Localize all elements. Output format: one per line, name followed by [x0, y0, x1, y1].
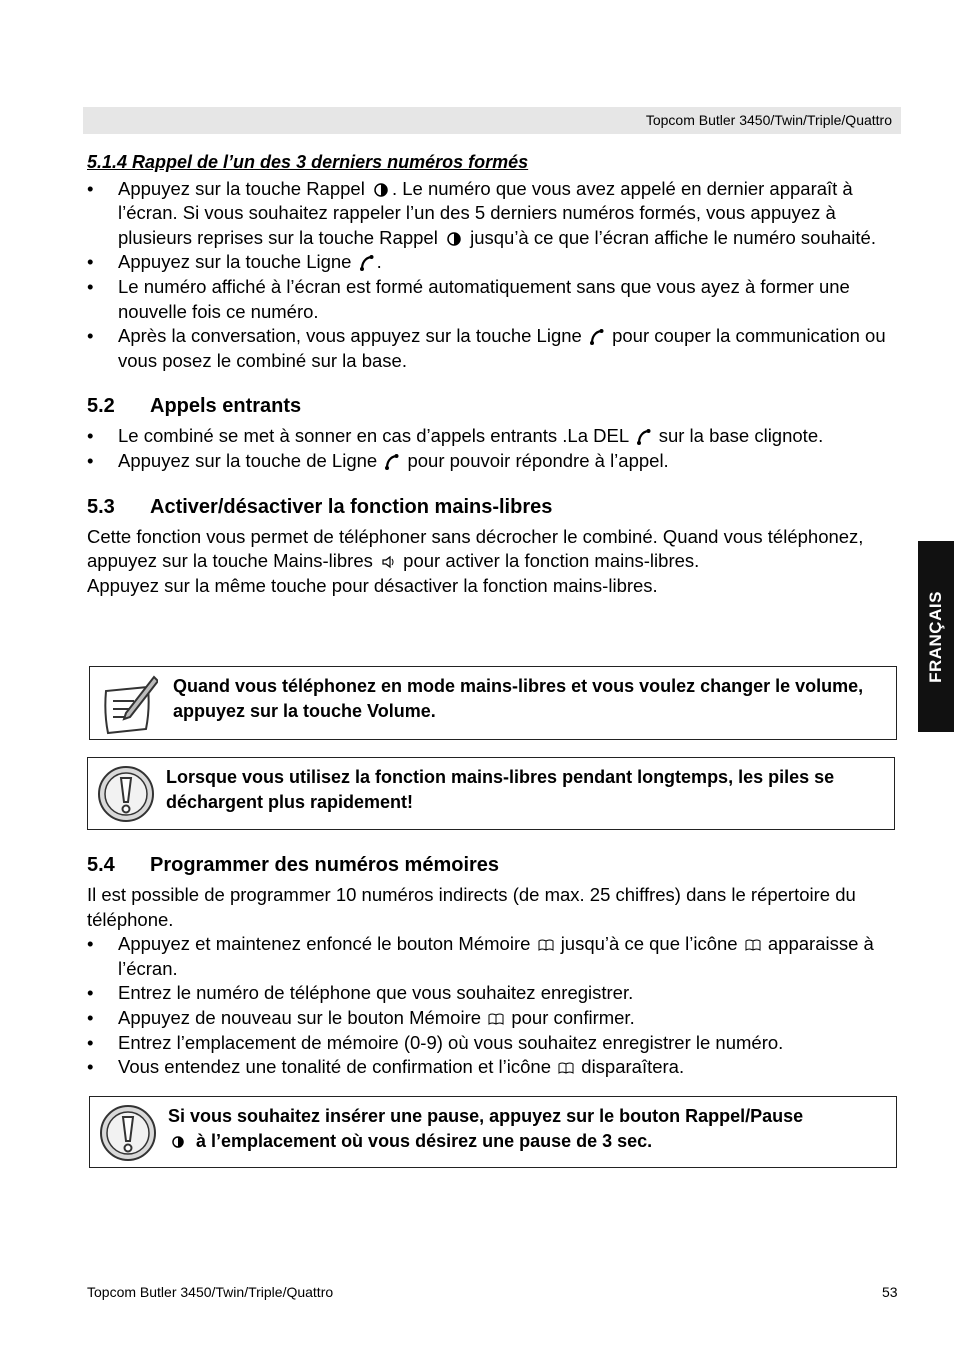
text: jusqu’à ce que l’icône — [560, 933, 738, 955]
text: Le numéro affiché à l’écran est formé automatiquement sans que vous ayez à former une nouvelle fois ce numéro. — [118, 275, 850, 322]
section-heading-52 — [87, 393, 899, 419]
phonebook-icon — [558, 1062, 574, 1074]
section-number: 5.3 — [87, 495, 115, 518]
section-number: 5.4 — [87, 854, 115, 876]
list-item — [87, 275, 899, 324]
note-box — [89, 666, 897, 740]
section-title: Appels entrants — [150, 395, 302, 418]
section-title: Programmer des numéros mémoires — [150, 854, 500, 876]
text: . Le numéro que vous avez appelé en dernier apparaît à l’écran. Si vous souhaitez rappeler l’un des 5 derniers numéros formés, vous appuyez à plusieurs reprises sur la touche Rappel — [118, 177, 853, 248]
text: pour pouvoir répondre à l’appel. — [407, 449, 669, 471]
phone-line-icon — [384, 453, 400, 471]
warning-box — [89, 1096, 897, 1168]
paragraph — [87, 549, 899, 574]
list-item — [87, 424, 899, 449]
text: à l’emplacement où vous désirez une pause de 3 sec. — [196, 1131, 653, 1151]
text: disparaîtera. — [581, 1056, 685, 1078]
text: apparaisse à l’écran. — [118, 933, 874, 979]
text: jusqu’à ce que l’écran affiche le numéro souhaité. — [470, 226, 876, 248]
text: Appuyez sur la touche Ligne — [118, 251, 352, 273]
list-514 — [87, 177, 899, 374]
section-heading-54 — [87, 852, 899, 878]
exclamation-icon — [98, 1103, 158, 1163]
phonebook-icon — [488, 1013, 504, 1025]
section-54 — [87, 852, 899, 1080]
redial-icon — [372, 182, 390, 198]
section-heading-53 — [87, 494, 899, 520]
text: Si vous souhaitez insérer une pause, appuyez sur le bouton Rappel/Pause — [168, 1106, 804, 1126]
redial-icon — [170, 1135, 186, 1149]
list-item — [87, 1006, 899, 1031]
warning-text: Lorsque vous utilisez la fonction mains-libres pendant longtemps, les piles se déchargent plus rapidement! — [166, 767, 835, 812]
list-item — [87, 449, 899, 474]
text: Appuyez sur la touche de Ligne — [118, 449, 378, 471]
language-tab — [918, 541, 954, 732]
text: Entrez le numéro de téléphone que vous souhaitez enregistrer. — [118, 982, 634, 1004]
header-title: Topcom Butler 3450/Twin/Triple/Quattro — [645, 112, 892, 128]
list-item — [87, 1031, 899, 1056]
language-tab-label: FRANÇAIS — [926, 590, 945, 683]
subsection-heading-514: 5.1.4 Rappel de l’un des 3 derniers numéros formés — [87, 152, 529, 172]
list-item — [87, 324, 899, 373]
list-item — [87, 177, 899, 251]
paragraph: Cette fonction vous permet de téléphoner sans décrocher le combiné. Quand vous téléphonez, — [87, 525, 864, 547]
page-number: 53 — [882, 1284, 898, 1300]
text: pour confirmer. — [511, 1006, 635, 1028]
paragraph: Il est possible de programmer 10 numéros indirects (de max. 25 chiffres) dans le répertoire du téléphone. — [87, 884, 856, 930]
paragraph: Appuyez sur la même touche pour désactiver la fonction mains-libres. — [87, 574, 658, 596]
list-item — [87, 932, 899, 981]
section-title: Activer/désactiver la fonction mains-libres — [150, 495, 553, 518]
text: Le combiné se met à sonner en cas d’appels entrants .La DEL — [118, 425, 629, 447]
list-item — [87, 1055, 899, 1080]
phonebook-icon — [538, 939, 554, 951]
list-item — [87, 981, 899, 1006]
phonebook-icon — [745, 939, 761, 951]
header-bar — [83, 107, 901, 134]
text: Après la conversation, vous appuyez sur la touche Ligne — [118, 325, 582, 347]
text: sur la base clignote. — [658, 425, 824, 447]
text: . — [376, 251, 382, 273]
list-item — [87, 250, 899, 275]
speaker-icon — [380, 555, 396, 569]
warning-text — [168, 1104, 888, 1154]
text: Appuyez de nouveau sur le bouton Mémoire — [118, 1006, 482, 1028]
note-pencil-icon — [98, 673, 158, 735]
text: Vous entendez une tonalité de confirmation et l’icône — [118, 1056, 551, 1078]
section-number: 5.2 — [87, 395, 115, 418]
text: pour activer la fonction mains-libres. — [403, 550, 700, 572]
phone-line-icon — [359, 254, 375, 272]
page-content — [87, 150, 899, 598]
text: Entrez l’emplacement de mémoire (0-9) où vous souhaitez enregistrer le numéro. — [118, 1031, 784, 1053]
exclamation-icon — [96, 764, 156, 824]
text: pour couper la communication ou vous posez le combiné sur la base. — [118, 325, 886, 371]
redial-icon — [445, 231, 463, 247]
text: Appuyez et maintenez enfoncé le bouton Mémoire — [118, 933, 531, 955]
footer-title: Topcom Butler 3450/Twin/Triple/Quattro — [87, 1284, 334, 1300]
warning-box — [87, 757, 895, 830]
phone-line-icon — [589, 328, 605, 346]
list-54 — [87, 932, 899, 1080]
note-text: Quand vous téléphonez en mode mains-libres et vous voulez changer le volume, appuyez sur la touche Volume. — [173, 676, 864, 721]
text: appuyez sur la touche Mains-libres — [87, 550, 373, 572]
phone-line-icon — [636, 428, 652, 446]
list-52 — [87, 424, 899, 473]
text: Appuyez sur la touche Rappel — [118, 177, 365, 199]
